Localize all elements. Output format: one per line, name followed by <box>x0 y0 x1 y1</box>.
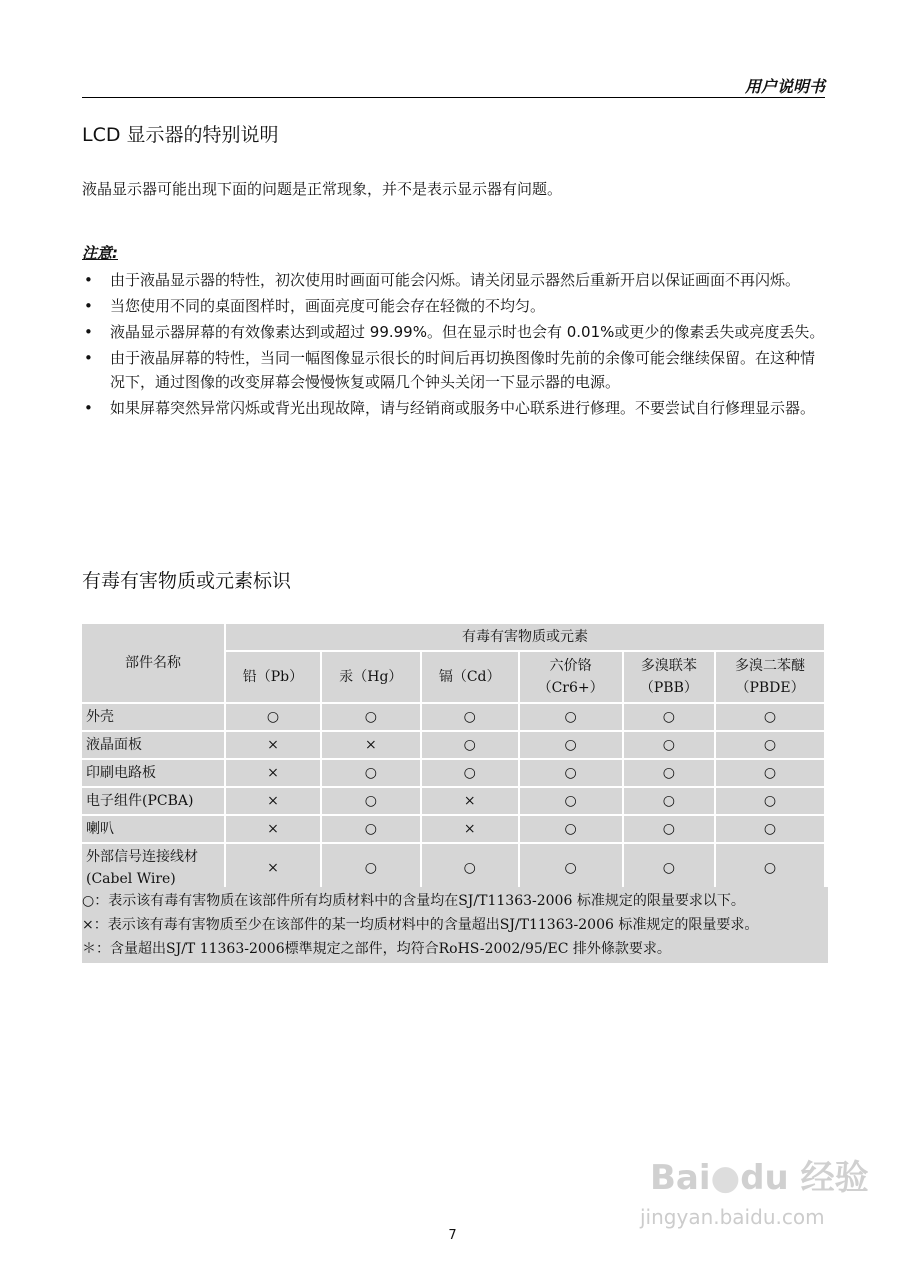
substance-mark: ○ <box>624 844 714 892</box>
substance-mark: ○ <box>322 816 420 842</box>
substance-mark: ○ <box>716 704 824 730</box>
substance-mark: ○ <box>716 732 824 758</box>
substance-mark: ○ <box>422 704 518 730</box>
note-label: 注意: <box>82 244 118 262</box>
substance-mark: ○ <box>624 788 714 814</box>
legend-note: ○：表示该有毒有害物质在该部件所有均质材料中的含量均在SJ/T11363-2006 标准规定的限量要求以下。 <box>82 893 745 909</box>
column-header: 多溴联苯 （PBB） <box>624 652 714 702</box>
part-name: 外部信号连接线材(Cabel Wire) <box>82 844 224 892</box>
substance-mark: ○ <box>624 760 714 786</box>
table-row <box>82 704 824 730</box>
column-header: 镉（Cd） <box>422 652 518 702</box>
table-row <box>82 844 824 892</box>
bullet-text: 当您使用不同的桌面图样时，画面亮度可能会存在轻微的不均匀。 <box>110 297 546 315</box>
substance-mark: ○ <box>716 760 824 786</box>
bullet-item <box>82 346 827 394</box>
substance-mark: ○ <box>322 844 420 892</box>
bullet-text: 液晶显示器屏幕的有效像素达到或超过 99.99%。但在显示时也会有 0.01%或更少的像素丢失或亮度丢失。 <box>110 323 825 341</box>
bullet-icon: • <box>84 349 93 367</box>
substance-mark: × <box>422 816 518 842</box>
part-name: 电子组件(PCBA) <box>82 788 224 814</box>
part-name: 印刷电路板 <box>82 760 224 786</box>
substance-mark: ○ <box>624 704 714 730</box>
hazardous-substance-table <box>80 622 826 894</box>
bullet-item <box>82 294 827 318</box>
substance-mark: ○ <box>624 816 714 842</box>
substance-mark: × <box>226 760 320 786</box>
bullet-item <box>82 396 827 420</box>
substance-mark: ○ <box>520 844 622 892</box>
intro-paragraph: 液晶显示器可能出现下面的问题是正常现象，并不是表示显示器有问题。 <box>82 180 563 198</box>
bullet-icon: • <box>84 297 93 315</box>
table-row <box>82 732 824 758</box>
table-row <box>82 788 824 814</box>
column-header: 铅（Pb） <box>226 652 320 702</box>
substance-mark: ○ <box>322 704 420 730</box>
section-title-lcd: LCD 显示器的特别说明 <box>82 124 279 146</box>
substance-mark: ○ <box>322 788 420 814</box>
running-header: 用户说明书 <box>744 77 825 96</box>
bullet-text: 由于液晶显示器的特性，初次使用时画面可能会闪烁。请关闭显示器然后重新开启以保证画面不再闪烁。 <box>110 271 801 289</box>
substance-mark: ○ <box>422 844 518 892</box>
substance-mark: × <box>226 844 320 892</box>
page-number: 7 <box>448 1228 457 1243</box>
bullet-item <box>82 320 827 344</box>
substance-mark: ○ <box>716 816 824 842</box>
substance-mark: × <box>422 788 518 814</box>
notes-list <box>82 268 827 422</box>
substance-mark: ○ <box>520 732 622 758</box>
bullet-icon: • <box>84 271 93 289</box>
bullet-item <box>82 268 827 292</box>
column-header: 汞（Hg） <box>322 652 420 702</box>
substance-mark: × <box>322 732 420 758</box>
substance-mark: ○ <box>226 704 320 730</box>
table-notes <box>82 887 828 963</box>
substance-mark: ○ <box>322 760 420 786</box>
watermark-logo: Bai●du 经验 <box>650 1158 869 1198</box>
bullet-text: 如果屏幕突然异常闪烁或背光出现故障，请与经销商或服务中心联系进行修理。不要尝试自行修理显示器。 <box>110 399 816 417</box>
substance-mark: × <box>226 816 320 842</box>
substance-mark: ○ <box>716 788 824 814</box>
column-header: 多溴二苯醚 （PBDE） <box>716 652 824 702</box>
part-name-header: 部件名称 <box>82 624 224 702</box>
substance-mark: ○ <box>422 732 518 758</box>
part-name: 喇叭 <box>82 816 224 842</box>
substance-mark: × <box>226 732 320 758</box>
section-title-hazardous: 有毒有害物质或元素标识 <box>82 570 292 592</box>
group-header: 有毒有害物质或元素 <box>226 624 824 650</box>
substance-mark: ○ <box>422 760 518 786</box>
substance-mark: ○ <box>520 760 622 786</box>
legend-note: ×：表示该有毒有害物质至少在该部件的某一均质材料中的含量超出SJ/T11363-2006 标准规定的限量要求。 <box>82 917 759 933</box>
bullet-icon: • <box>84 323 93 341</box>
substance-mark: ○ <box>520 816 622 842</box>
table-row <box>82 816 824 842</box>
legend-note: ＊：含量超出SJ/T 11363-2006標準規定之部件，均符合RoHS-2002/95/EC 排外條款要求。 <box>82 941 671 957</box>
substance-mark: ○ <box>520 788 622 814</box>
watermark-url: jingyan.baidu.com <box>640 1205 825 1229</box>
bullet-icon: • <box>84 399 93 417</box>
column-header: 六价铬 （Cr6+） <box>520 652 622 702</box>
substance-mark: ○ <box>624 732 714 758</box>
part-name: 外壳 <box>82 704 224 730</box>
substance-mark: ○ <box>716 844 824 892</box>
table-row <box>82 760 824 786</box>
part-name: 液晶面板 <box>82 732 224 758</box>
substance-mark: ○ <box>520 704 622 730</box>
header-rule <box>82 97 825 98</box>
bullet-text: 由于液晶屏幕的特性，当同一幅图像显示很长的时间后再切换图像时先前的余像可能会继续保留。在这种情况下，通过图像的改变屏幕会慢慢恢复或隔几个钟头关闭一下显示器的电源。 <box>110 349 816 391</box>
substance-mark: × <box>226 788 320 814</box>
